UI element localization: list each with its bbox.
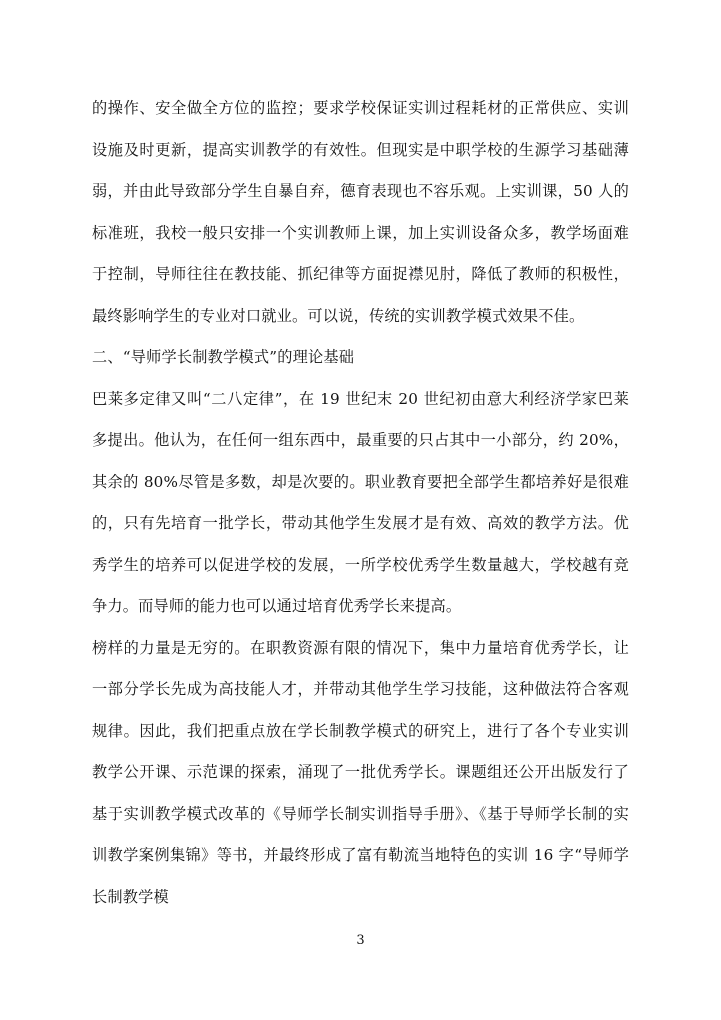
document-body xyxy=(92,88,629,918)
page-number: 3 xyxy=(356,933,365,948)
paragraph-1: 的操作、安全做全方位的监控；要求学校保证实训过程耗材的正常供应、实训设施及时更新，提高实训教学的有效性。但现实是中职学校的生源学习基础薄弱，并由此导致部分学生自暴自弃，德育表现也不容乐观。上实训课，50 人的标准班，我校一般只安排一个实训教师上课，加上实训设备众多，教学场面难于控制，导师往往在教技能、抓纪律等方面捉襟见肘，降低了教师的积极性，最终影响学生的专业对口就业。可以说，传统的实训教学模式效果不佳。 xyxy=(92,99,629,325)
section-heading-2: 二、“导师学长制教学模式”的理论基础 xyxy=(92,348,355,366)
paragraph-2: 巴莱多定律又叫“二八定律”，在 19 世纪末 20 世纪初由意大利经济学家巴莱多提出。他认为，在任何一组东西中，最重要的只占其中一小部分，约 20%，其余的 80%尽管是多数，却是次要的。职业教育要把全部学生都培养好是很难的，只有先培育一批学长，带动其他学生发展才是有效、高效的教学方法。优秀学生的培养可以促进学校的发展，一所学校优秀学生数量越大，学校越有竞争力。而导师的能力也可以通过培育优秀学长来提高。 xyxy=(92,389,629,615)
paragraph-3: 榜样的力量是无穷的。在职教资源有限的情况下，集中力量培育优秀学长，让一部分学长先成为高技能人才，并带动其他学生学习技能，这种做法符合客观规律。因此，我们把重点放在学长制教学模式的研究上，进行了各个专业实训教学公开课、示范课的探索，涌现了一批优秀学长。课题组还公开出版发行了基于实训教学模式改革的《导师学长制实训指导手册》、《基于导师学长制的实训教学案例集锦》等书，并最终形成了富有勒流当地特色的实训 16 字“导师学长制教学模 xyxy=(92,638,629,906)
